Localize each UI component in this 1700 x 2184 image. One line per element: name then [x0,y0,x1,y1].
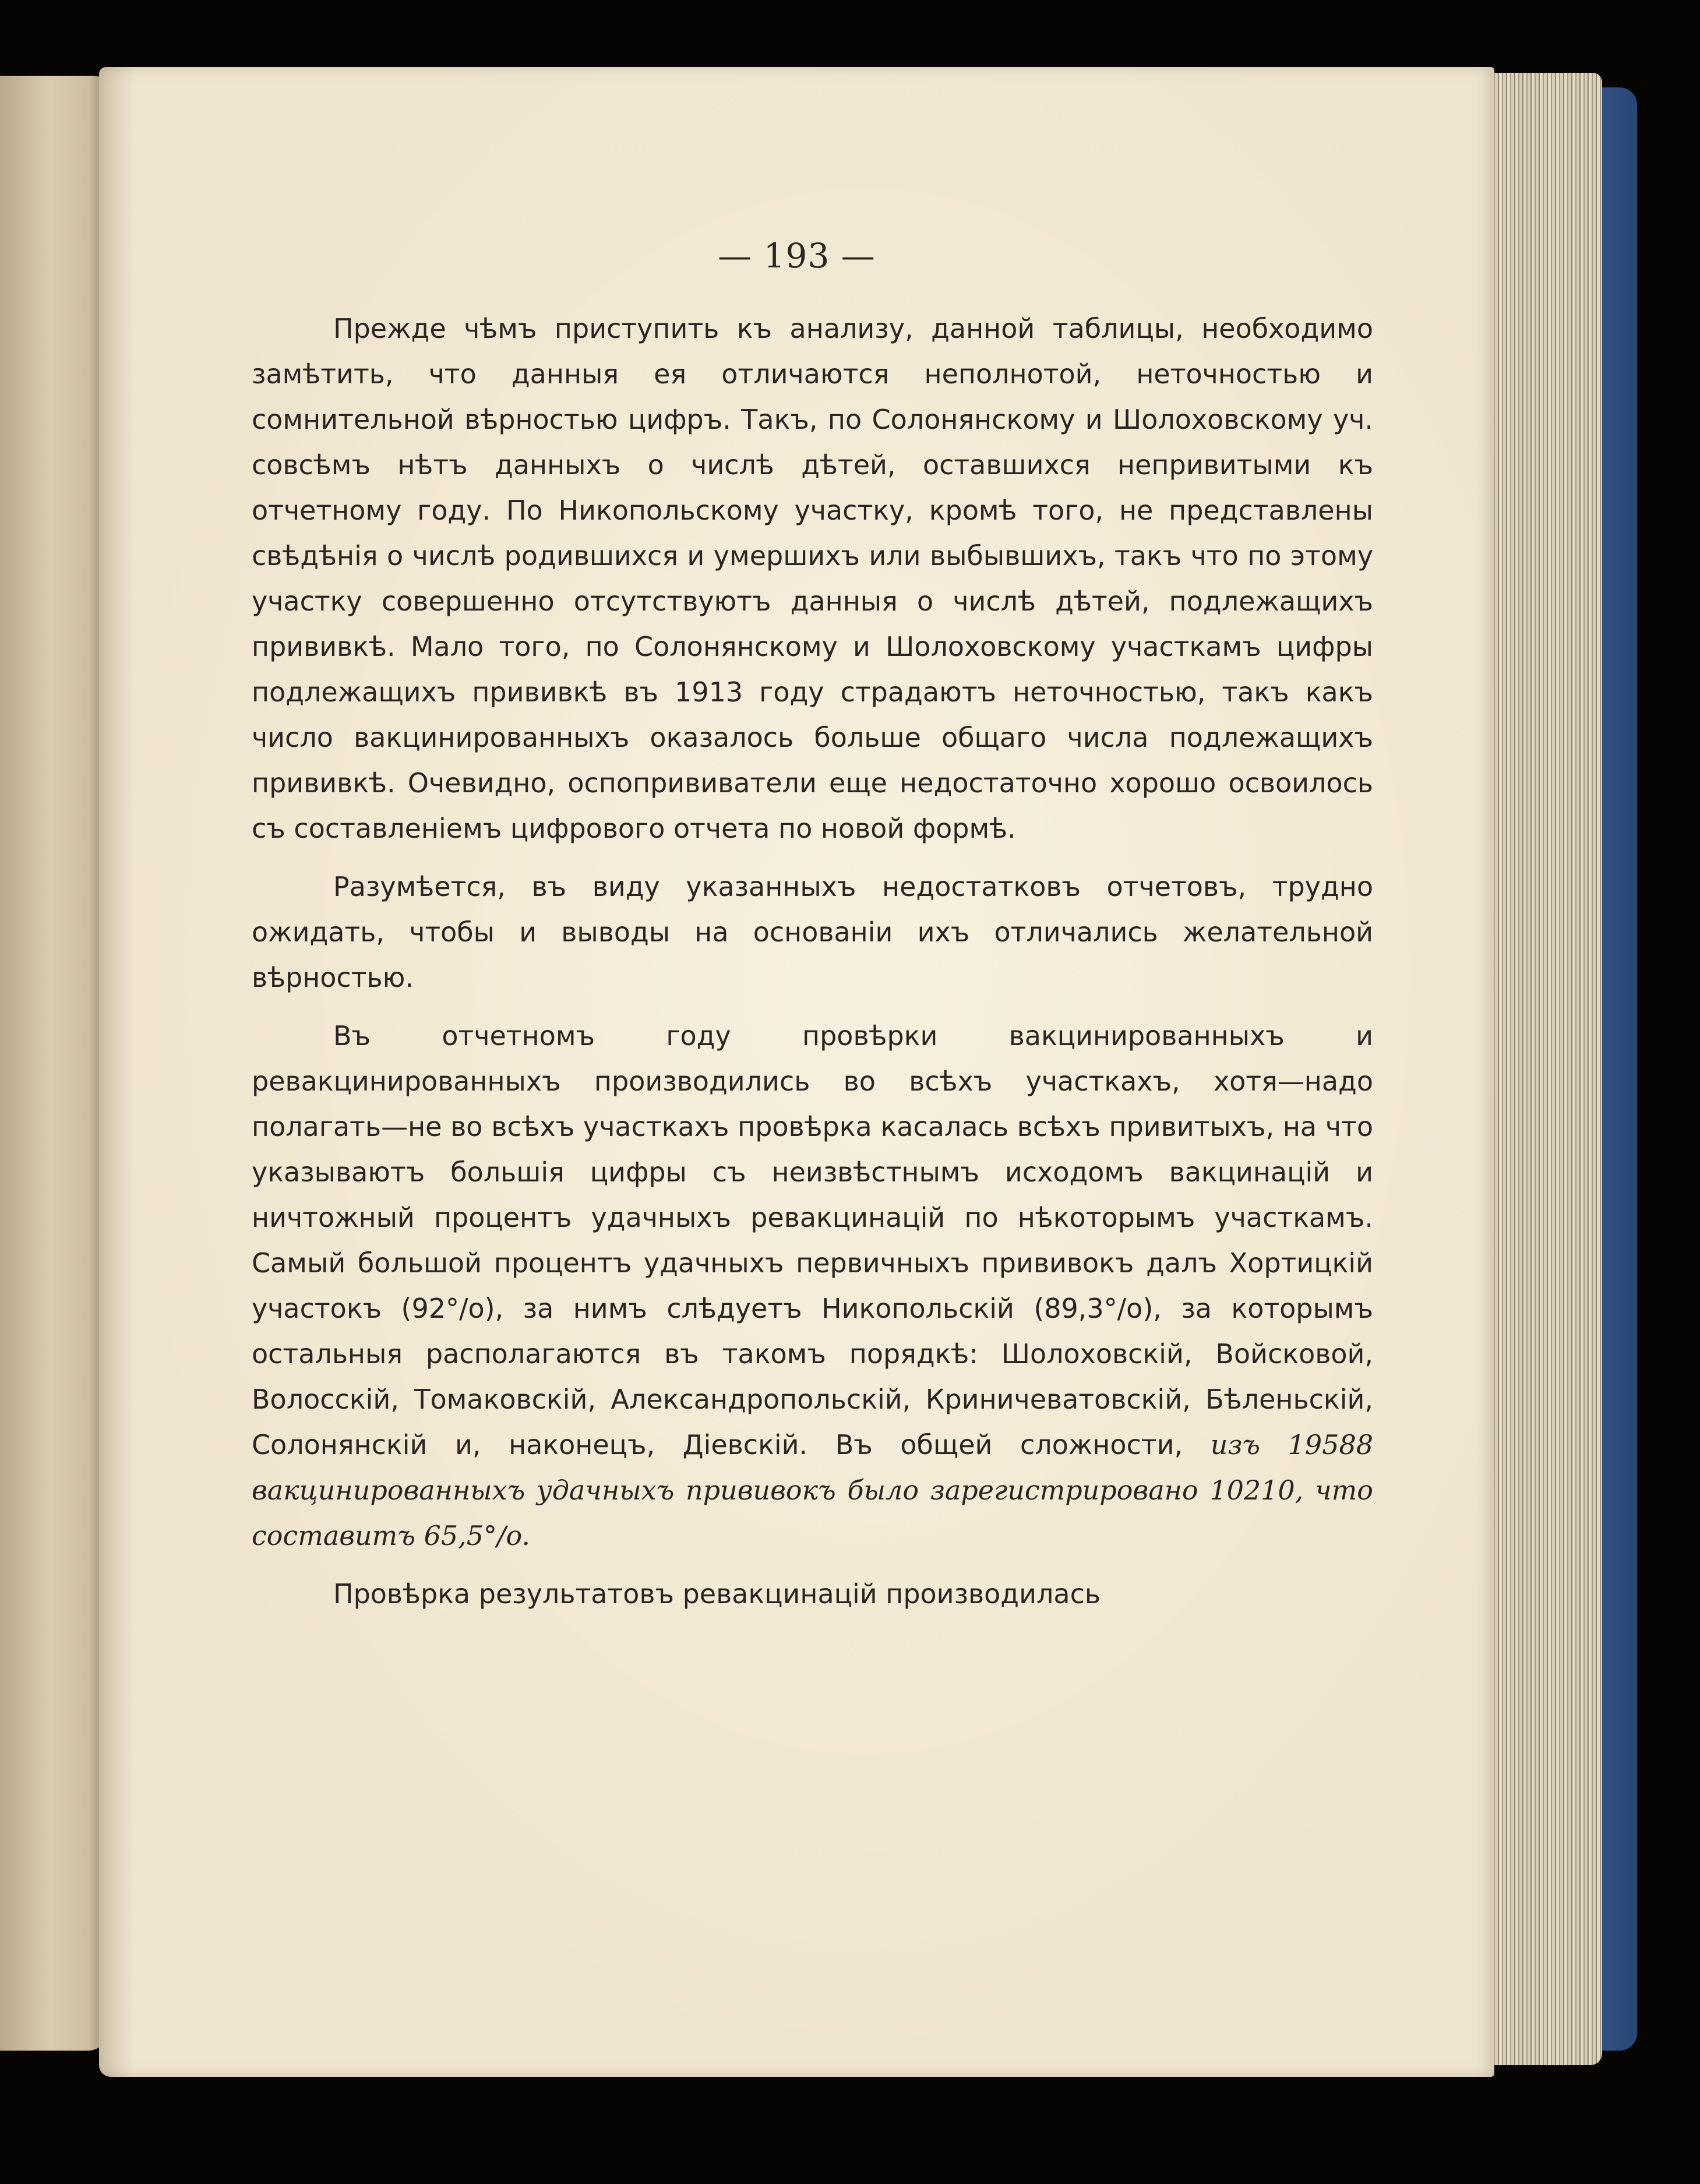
paragraph-2 [252,864,1373,1000]
paragraph-4 [252,1571,1373,1617]
previous-page-edge [0,76,111,2051]
paragraph-4-text: Провѣрка результатовъ ревакцинацій производилась [333,1578,1101,1610]
paragraph-1-text: Прежде чѣмъ приступить къ анализу, данной таблицы, необходимо замѣтить, что данныя ея отличаются неполнотой, неточностью и сомнительной вѣрностью цифръ. Такъ, по Солонянскому и Шолоховскому уч. совсѣмъ нѣтъ данныхъ о числѣ дѣтей, оставшихся непривитыми къ отчетному году. По Никопольскому участку, кромѣ того, не представлены свѣдѣнія о числѣ родившихся и умершихъ или выбывшихъ, такъ что по этому участку совершенно отсутствуютъ данныя о числѣ дѣтей, подлежащихъ прививкѣ. Мало того, по Солонянскому и Шолоховскому участкамъ цифры подлежащихъ прививкѣ въ 1913 году страдаютъ неточностью, такъ какъ число вакцинированныхъ оказалось больше общаго числа подлежащихъ прививкѣ. Очевидно, оспопрививатели еще недостаточно хорошо освоилось съ составленіемъ цифрового отчета по новой формѣ. [252,313,1373,844]
paragraph-3-italic-text: изъ 19588 вакцинированныхъ удачныхъ прививокъ было зарегистрировано 10210, что составитъ 65,5°/o. [252,1429,1373,1551]
paragraph-3 [252,1013,1373,1558]
book-page [99,67,1494,2077]
page-number: — 193 — [718,236,876,276]
paragraph-1 [252,306,1373,851]
paragraph-2-text: Разумѣется, въ виду указанныхъ недостатковъ отчетовъ, трудно ожидать, чтобы и выводы на основаніи ихъ отличались желательной вѣрностью. [252,871,1373,993]
paragraph-3-text: Въ отчетномъ году провѣрки вакцинированныхъ и ревакцинированныхъ производились во всѣхъ участкахъ, хотя—надо полагать—не во всѣхъ участкахъ провѣрка касалась всѣхъ привитыхъ, на что указываютъ большія цифры съ неизвѣстнымъ исходомъ вакцинацій и ничтожный процентъ удачныхъ ревакцинацій по нѣкоторымъ участкамъ. Самый большой процентъ удачныхъ первичныхъ прививокъ далъ Хортицкій участокъ (92°/o), за нимъ слѣдуетъ Никопольскій (89,3°/o), за которымъ остальныя располагаются въ такомъ порядкѣ: Шолоховскій, Войсковой, Волосскій, Томаковскій, Александропольскій, Криничеватовскій, Бѣленьскій, Солонянскій и, наконецъ, Діевскій. Въ общей сложности, [252,1020,1373,1460]
page-text [252,306,1373,1629]
